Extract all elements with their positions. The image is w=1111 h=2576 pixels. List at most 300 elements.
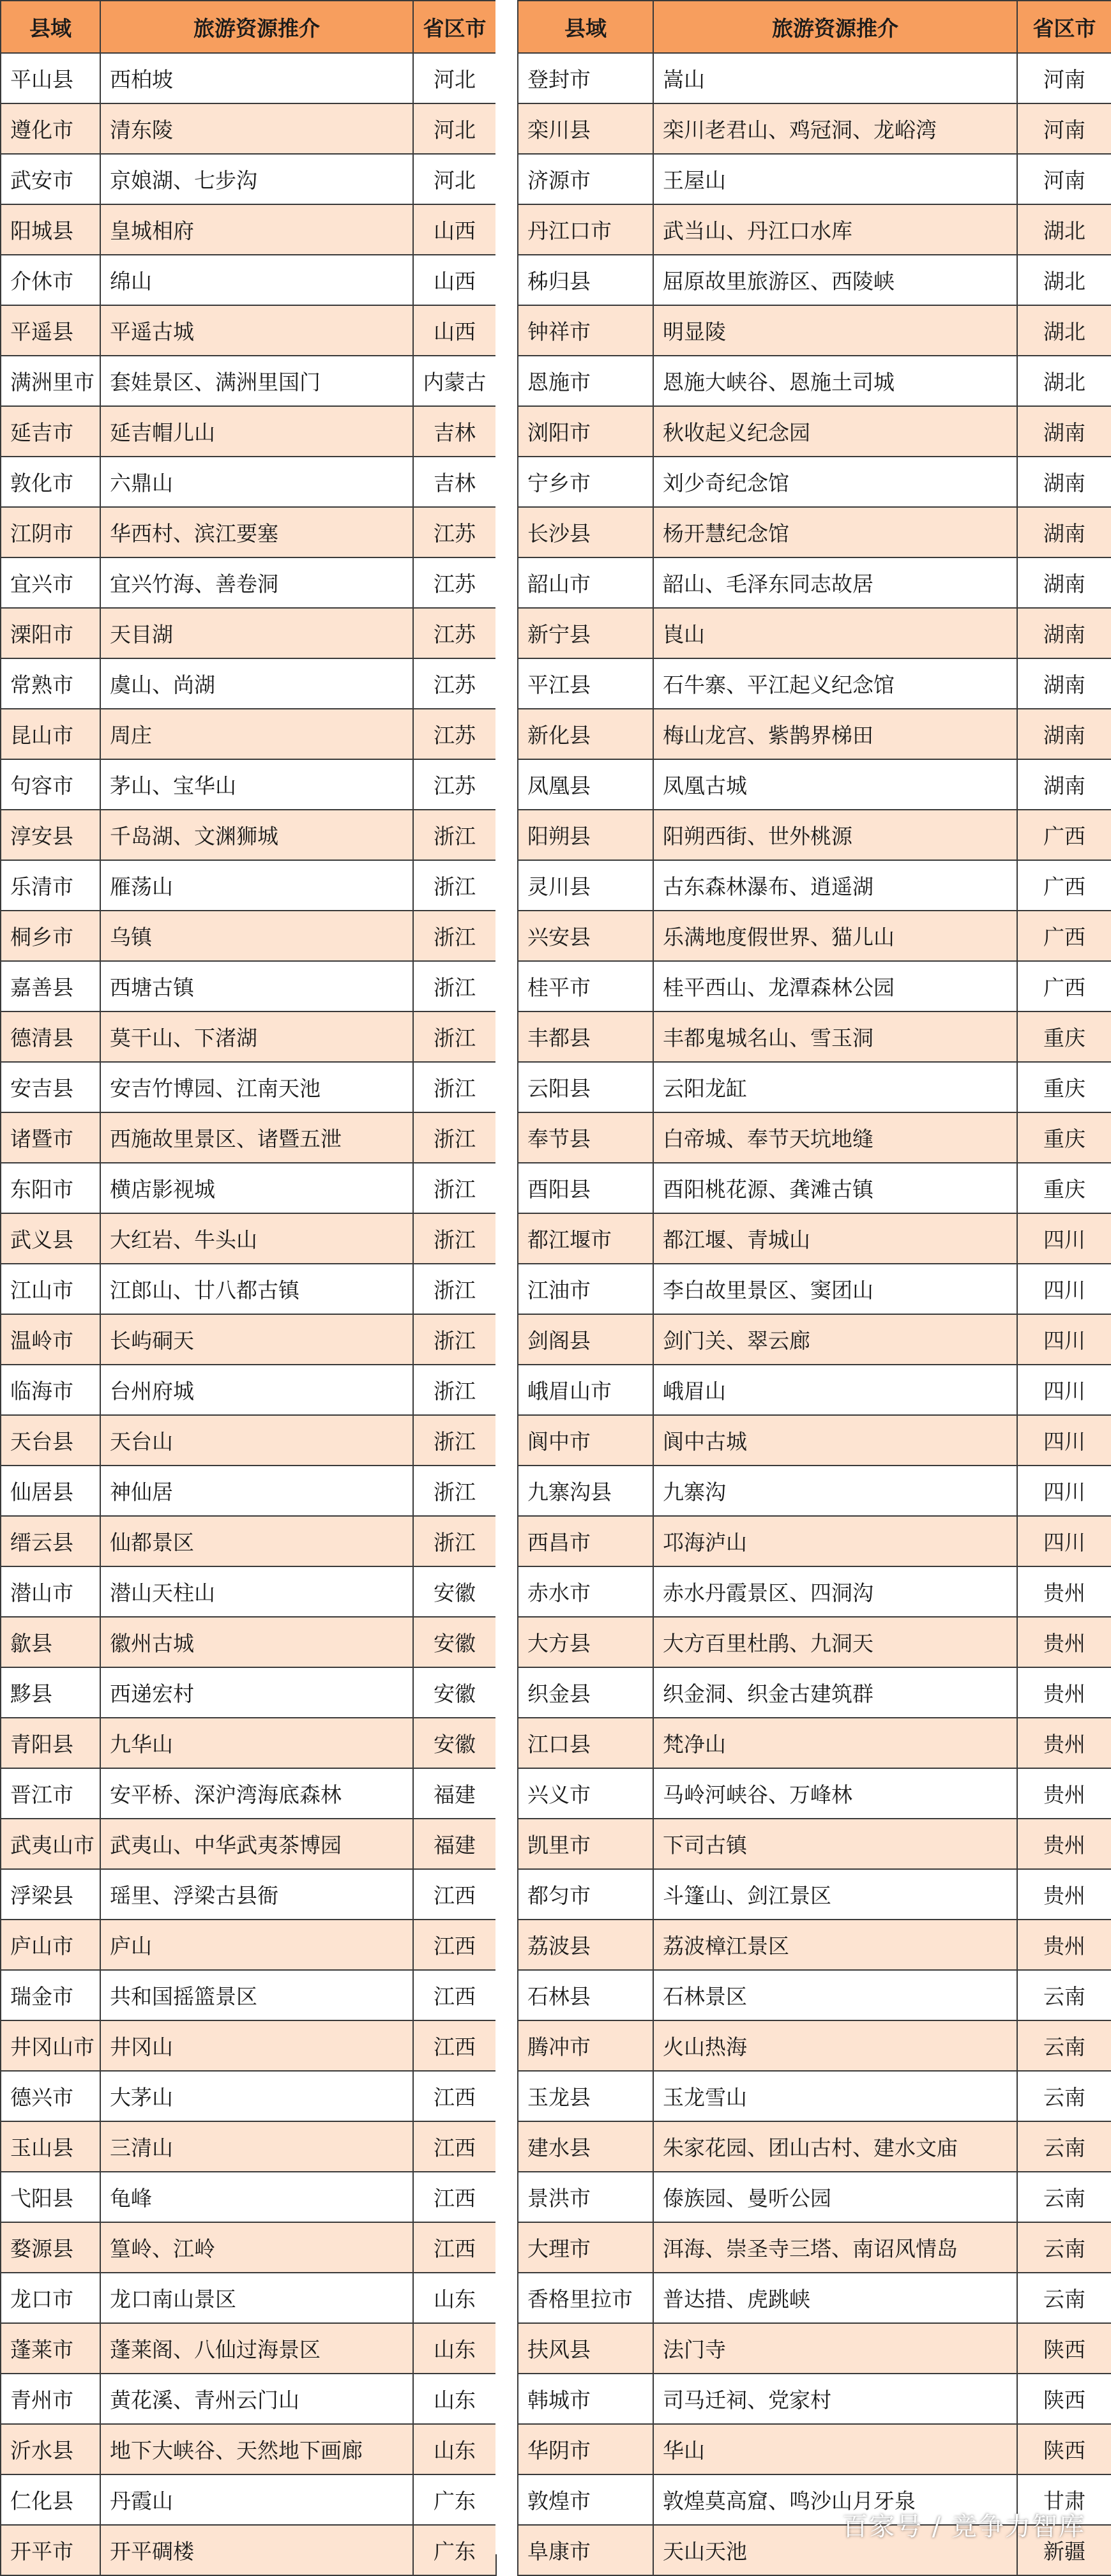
county-cell: 剑阁县 <box>518 1314 653 1365</box>
attractions-cell: 石林景区 <box>653 1970 1017 2020</box>
province-cell: 吉林 <box>413 406 496 457</box>
county-cell: 登封市 <box>518 53 653 103</box>
attractions-cell: 剑门关、翠云廊 <box>653 1314 1017 1365</box>
table-row <box>1 1869 496 1920</box>
province-cell: 江西 <box>413 2172 496 2222</box>
attractions-cell: 横店影视城 <box>100 1163 413 1213</box>
table-row <box>1 2172 496 2222</box>
attractions-cell: 李白故里景区、窦团山 <box>653 1264 1017 1314</box>
province-cell: 湖北 <box>1017 204 1111 255</box>
attractions-cell: 西施故里景区、诸暨五泄 <box>100 1112 413 1163</box>
table-row <box>518 154 1111 204</box>
province-cell: 湖南 <box>1017 658 1111 709</box>
county-header: 县域 <box>1 1 100 53</box>
province-cell: 贵州 <box>1017 1869 1111 1920</box>
table-row <box>518 2374 1111 2424</box>
county-cell: 井冈山市 <box>1 2020 100 2071</box>
attractions-cell: 京娘湖、七步沟 <box>100 154 413 204</box>
county-cell: 昆山市 <box>1 709 100 759</box>
attractions-cell: 桂平西山、龙潭森林公园 <box>653 961 1017 1011</box>
county-cell: 宁乡市 <box>518 457 653 507</box>
county-cell: 敦煌市 <box>518 2474 653 2525</box>
county-cell: 江山市 <box>1 1264 100 1314</box>
table-row <box>518 103 1111 154</box>
table-row <box>1 305 496 356</box>
table-row <box>1 1466 496 1516</box>
attractions-cell: 天目湖 <box>100 608 413 658</box>
table-row <box>1 1667 496 1718</box>
table-row <box>1 2474 496 2525</box>
county-cell: 临海市 <box>1 1365 100 1415</box>
table-row <box>1 2374 496 2424</box>
attractions-cell: 仙都景区 <box>100 1516 413 1566</box>
attractions-cell: 华西村、滨江要塞 <box>100 507 413 557</box>
county-cell: 东阳市 <box>1 1163 100 1213</box>
county-cell: 遵化市 <box>1 103 100 154</box>
county-cell: 九寨沟县 <box>518 1466 653 1516</box>
attractions-cell: 刘少奇纪念馆 <box>653 457 1017 507</box>
table-row <box>1 1516 496 1566</box>
province-cell: 江苏 <box>413 557 496 608</box>
province-cell: 山东 <box>413 2374 496 2424</box>
county-cell: 香格里拉市 <box>518 2273 653 2323</box>
province-cell: 贵州 <box>1017 1768 1111 1819</box>
province-cell: 云南 <box>1017 2273 1111 2323</box>
table-row <box>518 658 1111 709</box>
county-cell: 德清县 <box>1 1011 100 1062</box>
table-row <box>518 709 1111 759</box>
table-row <box>518 1617 1111 1667</box>
attractions-cell: 朱家花园、团山古村、建水文庙 <box>653 2121 1017 2172</box>
table-row <box>518 1718 1111 1768</box>
province-cell: 湖南 <box>1017 507 1111 557</box>
province-cell: 江西 <box>413 1970 496 2020</box>
table-row <box>518 1869 1111 1920</box>
province-cell: 云南 <box>1017 2222 1111 2273</box>
county-cell: 溧阳市 <box>1 608 100 658</box>
table-row <box>1 457 496 507</box>
province-cell: 重庆 <box>1017 1163 1111 1213</box>
table-row <box>518 2121 1111 2172</box>
attractions-cell: 黄花溪、青州云门山 <box>100 2374 413 2424</box>
county-cell: 峨眉山市 <box>518 1365 653 1415</box>
table-row <box>518 961 1111 1011</box>
province-cell: 贵州 <box>1017 1819 1111 1869</box>
province-cell: 浙江 <box>413 1264 496 1314</box>
attractions-cell: 大茅山 <box>100 2071 413 2121</box>
table-row <box>1 2273 496 2323</box>
province-cell: 江西 <box>413 2020 496 2071</box>
attractions-cell: 九华山 <box>100 1718 413 1768</box>
county-cell: 歙县 <box>1 1617 100 1667</box>
attractions-cell: 古东森林瀑布、逍遥湖 <box>653 860 1017 911</box>
county-cell: 栾川县 <box>518 103 653 154</box>
county-cell: 武义县 <box>1 1213 100 1264</box>
table-row <box>518 1112 1111 1163</box>
attractions-cell: 台州府城 <box>100 1365 413 1415</box>
attractions-cell: 韶山、毛泽东同志故居 <box>653 557 1017 608</box>
province-cell: 广西 <box>1017 961 1111 1011</box>
province-cell: 浙江 <box>413 911 496 961</box>
county-cell: 阆中市 <box>518 1415 653 1466</box>
right-table-header <box>518 1 1111 53</box>
attractions-cell: 长屿硐天 <box>100 1314 413 1365</box>
county-cell: 大方县 <box>518 1617 653 1667</box>
attractions-cell: 虞山、尚湖 <box>100 658 413 709</box>
table-row <box>518 1163 1111 1213</box>
attractions-cell: 宜兴竹海、善卷洞 <box>100 557 413 608</box>
attractions-cell: 秋收起义纪念园 <box>653 406 1017 457</box>
province-cell: 四川 <box>1017 1314 1111 1365</box>
attractions-cell: 明显陵 <box>653 305 1017 356</box>
county-cell: 敦化市 <box>1 457 100 507</box>
province-cell: 浙江 <box>413 1163 496 1213</box>
table-row <box>518 1920 1111 1970</box>
county-cell: 都江堰市 <box>518 1213 653 1264</box>
attractions-cell: 神仙居 <box>100 1466 413 1516</box>
table-row <box>518 204 1111 255</box>
attractions-cell: 敦煌莫高窟、鸣沙山月牙泉 <box>653 2474 1017 2525</box>
attractions-cell: 栾川老君山、鸡冠洞、龙峪湾 <box>653 103 1017 154</box>
attractions-cell: 龙口南山景区 <box>100 2273 413 2323</box>
attractions-cell: 云阳龙缸 <box>653 1062 1017 1112</box>
attractions-cell: 丹霞山 <box>100 2474 413 2525</box>
attractions-cell: 瑶里、浮梁古县衙 <box>100 1869 413 1920</box>
attractions-cell: 篁岭、江岭 <box>100 2222 413 2273</box>
province-cell: 河北 <box>413 154 496 204</box>
county-cell: 新化县 <box>518 709 653 759</box>
province-cell: 浙江 <box>413 860 496 911</box>
county-cell: 韶山市 <box>518 557 653 608</box>
attractions-cell: 乐满地度假世界、猫儿山 <box>653 911 1017 961</box>
attractions-cell: 共和国摇篮景区 <box>100 1970 413 2020</box>
province-cell: 安徽 <box>413 1667 496 1718</box>
county-cell: 灵川县 <box>518 860 653 911</box>
attractions-cell: 荔波樟江景区 <box>653 1920 1017 1970</box>
county-cell: 新宁县 <box>518 608 653 658</box>
county-cell: 仁化县 <box>1 2474 100 2525</box>
province-cell: 新疆 <box>1017 2525 1111 2575</box>
province-cell: 重庆 <box>1017 1112 1111 1163</box>
table-row <box>1 406 496 457</box>
county-cell: 织金县 <box>518 1667 653 1718</box>
province-cell: 贵州 <box>1017 1718 1111 1768</box>
province-cell: 湖南 <box>1017 406 1111 457</box>
county-cell: 蓬莱市 <box>1 2323 100 2374</box>
table-row <box>518 1566 1111 1617</box>
table-row <box>1 1970 496 2020</box>
attractions-cell: 大红岩、牛头山 <box>100 1213 413 1264</box>
attractions-cell: 绵山 <box>100 255 413 305</box>
province-cell: 湖南 <box>1017 709 1111 759</box>
county-cell: 桐乡市 <box>1 911 100 961</box>
attractions-cell: 大方百里杜鹃、九洞天 <box>653 1617 1017 1667</box>
table-row <box>1 709 496 759</box>
county-cell: 奉节县 <box>518 1112 653 1163</box>
county-cell: 缙云县 <box>1 1516 100 1566</box>
attractions-cell: 丰都鬼城名山、雪玉洞 <box>653 1011 1017 1062</box>
county-cell: 凤凰县 <box>518 759 653 810</box>
county-cell: 秭归县 <box>518 255 653 305</box>
attractions-cell: 邛海泸山 <box>653 1516 1017 1566</box>
county-cell: 浮梁县 <box>1 1869 100 1920</box>
province-cell: 云南 <box>1017 2172 1111 2222</box>
county-cell: 大理市 <box>518 2222 653 2273</box>
county-cell: 酉阳县 <box>518 1163 653 1213</box>
province-cell: 浙江 <box>413 961 496 1011</box>
province-cell: 江苏 <box>413 658 496 709</box>
table-row <box>1 1415 496 1466</box>
table-row <box>518 1314 1111 1365</box>
county-cell: 腾冲市 <box>518 2020 653 2071</box>
attractions-cell: 雁荡山 <box>100 860 413 911</box>
column-gap <box>495 0 517 2554</box>
county-cell: 青阳县 <box>1 1718 100 1768</box>
attractions-cell: 阳朔西街、世外桃源 <box>653 810 1017 860</box>
table-row <box>1 2121 496 2172</box>
attractions-cell: 茅山、宝华山 <box>100 759 413 810</box>
table-row <box>518 2323 1111 2374</box>
table-row <box>1 961 496 1011</box>
table-row <box>518 2273 1111 2323</box>
table-row <box>518 860 1111 911</box>
attractions-header: 旅游资源推介 <box>653 1 1017 53</box>
county-cell: 玉山县 <box>1 2121 100 2172</box>
province-cell: 陕西 <box>1017 2424 1111 2474</box>
province-cell: 浙江 <box>413 1011 496 1062</box>
province-cell: 云南 <box>1017 2121 1111 2172</box>
province-cell: 浙江 <box>413 1415 496 1466</box>
table-row <box>518 1062 1111 1112</box>
table-row <box>518 1415 1111 1466</box>
attractions-cell: 江郎山、廿八都古镇 <box>100 1264 413 1314</box>
attractions-cell: 恩施大峡谷、恩施土司城 <box>653 356 1017 406</box>
table-row <box>518 2172 1111 2222</box>
table-row <box>1 1062 496 1112</box>
table-row <box>518 1768 1111 1819</box>
province-cell: 山东 <box>413 2424 496 2474</box>
table-row <box>518 305 1111 356</box>
table-row <box>1 911 496 961</box>
table-row <box>1 2071 496 2121</box>
table-row <box>518 911 1111 961</box>
county-cell: 济源市 <box>518 154 653 204</box>
attractions-cell: 潜山天柱山 <box>100 1566 413 1617</box>
table-row <box>1 810 496 860</box>
attractions-cell: 千岛湖、文渊狮城 <box>100 810 413 860</box>
county-cell: 天台县 <box>1 1415 100 1466</box>
left-table-body <box>1 53 496 2575</box>
attractions-cell: 洱海、崇圣寺三塔、南诏风情岛 <box>653 2222 1017 2273</box>
county-cell: 扶风县 <box>518 2323 653 2374</box>
table-row <box>518 557 1111 608</box>
province-cell: 浙江 <box>413 1314 496 1365</box>
province-cell: 浙江 <box>413 1112 496 1163</box>
county-cell: 延吉市 <box>1 406 100 457</box>
attractions-cell: 地下大峡谷、天然地下画廊 <box>100 2424 413 2474</box>
table-row <box>1 1768 496 1819</box>
county-cell: 钟祥市 <box>518 305 653 356</box>
province-cell: 安徽 <box>413 1566 496 1617</box>
table-row <box>518 1365 1111 1415</box>
attractions-cell: 杨开慧纪念馆 <box>653 507 1017 557</box>
county-cell: 桂平市 <box>518 961 653 1011</box>
attractions-cell: 玉龙雪山 <box>653 2071 1017 2121</box>
county-cell: 平山县 <box>1 53 100 103</box>
attractions-cell: 梵净山 <box>653 1718 1017 1768</box>
county-cell: 淳安县 <box>1 810 100 860</box>
province-cell: 湖北 <box>1017 255 1111 305</box>
province-cell: 四川 <box>1017 1264 1111 1314</box>
table-row <box>1 356 496 406</box>
attractions-cell: 崀山 <box>653 608 1017 658</box>
table-row <box>518 507 1111 557</box>
attractions-cell: 安平桥、深沪湾海底森林 <box>100 1768 413 1819</box>
county-cell: 景洪市 <box>518 2172 653 2222</box>
county-cell: 赤水市 <box>518 1566 653 1617</box>
table-row <box>1 1819 496 1869</box>
table-row <box>518 1213 1111 1264</box>
attractions-cell: 西柏坡 <box>100 53 413 103</box>
province-cell: 四川 <box>1017 1466 1111 1516</box>
table-row <box>518 356 1111 406</box>
table-row <box>1 860 496 911</box>
county-cell: 安吉县 <box>1 1062 100 1112</box>
county-cell: 武安市 <box>1 154 100 204</box>
attractions-cell: 都江堰、青城山 <box>653 1213 1017 1264</box>
table-row <box>518 1970 1111 2020</box>
county-cell: 晋江市 <box>1 1768 100 1819</box>
county-cell: 阜康市 <box>518 2525 653 2575</box>
attractions-cell: 司马迁祠、党家村 <box>653 2374 1017 2424</box>
attractions-cell: 赤水丹霞景区、四洞沟 <box>653 1566 1017 1617</box>
county-cell: 龙口市 <box>1 2273 100 2323</box>
attractions-cell: 安吉竹博园、江南天池 <box>100 1062 413 1112</box>
province-cell: 湖北 <box>1017 356 1111 406</box>
province-cell: 广西 <box>1017 911 1111 961</box>
table-row <box>518 1011 1111 1062</box>
attractions-cell: 周庄 <box>100 709 413 759</box>
attractions-cell: 莫干山、下渚湖 <box>100 1011 413 1062</box>
attractions-cell: 蓬莱阁、八仙过海景区 <box>100 2323 413 2374</box>
province-cell: 重庆 <box>1017 1011 1111 1062</box>
attractions-cell: 阆中古城 <box>653 1415 1017 1466</box>
province-cell: 广东 <box>413 2525 496 2575</box>
county-cell: 恩施市 <box>518 356 653 406</box>
province-cell: 江西 <box>413 1920 496 1970</box>
province-cell: 湖南 <box>1017 557 1111 608</box>
province-cell: 安徽 <box>413 1617 496 1667</box>
province-cell: 山东 <box>413 2273 496 2323</box>
province-cell: 江苏 <box>413 709 496 759</box>
attractions-cell: 酉阳桃花源、龚滩古镇 <box>653 1163 1017 1213</box>
province-cell: 福建 <box>413 1768 496 1819</box>
province-cell: 江西 <box>413 2121 496 2172</box>
table-row <box>1 1718 496 1768</box>
province-cell: 陕西 <box>1017 2374 1111 2424</box>
attractions-cell: 法门寺 <box>653 2323 1017 2374</box>
province-cell: 湖北 <box>1017 305 1111 356</box>
county-cell: 庐山市 <box>1 1920 100 1970</box>
table-row <box>1 507 496 557</box>
attractions-cell: 嵩山 <box>653 53 1017 103</box>
province-cell: 四川 <box>1017 1365 1111 1415</box>
left-table-header <box>1 1 496 53</box>
county-cell: 满洲里市 <box>1 356 100 406</box>
attractions-cell: 六鼎山 <box>100 457 413 507</box>
table-row <box>1 255 496 305</box>
province-cell: 湖南 <box>1017 759 1111 810</box>
county-cell: 诸暨市 <box>1 1112 100 1163</box>
province-cell: 江西 <box>413 2222 496 2273</box>
county-cell: 弋阳县 <box>1 2172 100 2222</box>
province-cell: 云南 <box>1017 2071 1111 2121</box>
table-row <box>518 1516 1111 1566</box>
attractions-cell: 皇城相府 <box>100 204 413 255</box>
county-cell: 凯里市 <box>518 1819 653 1869</box>
table-row <box>1 2424 496 2474</box>
county-cell: 韩城市 <box>518 2374 653 2424</box>
attractions-cell: 峨眉山 <box>653 1365 1017 1415</box>
attractions-cell: 套娃景区、满洲里国门 <box>100 356 413 406</box>
attractions-cell: 西塘古镇 <box>100 961 413 1011</box>
county-cell: 乐清市 <box>1 860 100 911</box>
province-cell: 四川 <box>1017 1415 1111 1466</box>
table-row <box>1 1163 496 1213</box>
attractions-cell: 普达措、虎跳峡 <box>653 2273 1017 2323</box>
table-row <box>518 2071 1111 2121</box>
attractions-cell: 庐山 <box>100 1920 413 1970</box>
table-row <box>518 1466 1111 1516</box>
table-row <box>1 1365 496 1415</box>
county-cell: 宜兴市 <box>1 557 100 608</box>
table-row <box>518 406 1111 457</box>
province-cell: 安徽 <box>413 1718 496 1768</box>
attractions-cell: 徽州古城 <box>100 1617 413 1667</box>
attractions-cell: 织金洞、织金古建筑群 <box>653 1667 1017 1718</box>
attractions-cell: 三清山 <box>100 2121 413 2172</box>
attractions-cell: 石牛寨、平江起义纪念馆 <box>653 658 1017 709</box>
province-cell: 陕西 <box>1017 2323 1111 2374</box>
attractions-cell: 凤凰古城 <box>653 759 1017 810</box>
province-cell: 江西 <box>413 1869 496 1920</box>
county-cell: 德兴市 <box>1 2071 100 2121</box>
county-cell: 江口县 <box>518 1718 653 1768</box>
watermark: 百家号 / 竞争力智库 <box>842 2512 1085 2542</box>
attractions-cell: 天山天池 <box>653 2525 1017 2575</box>
province-cell: 江苏 <box>413 507 496 557</box>
attractions-cell: 傣族园、曼听公园 <box>653 2172 1017 2222</box>
province-cell: 浙江 <box>413 1365 496 1415</box>
county-cell: 丰都县 <box>518 1011 653 1062</box>
county-cell: 西昌市 <box>518 1516 653 1566</box>
table-row <box>518 255 1111 305</box>
province-cell: 江苏 <box>413 759 496 810</box>
table-row <box>1 154 496 204</box>
table-row <box>1 2222 496 2273</box>
county-cell: 丹江口市 <box>518 204 653 255</box>
attractions-header: 旅游资源推介 <box>100 1 413 53</box>
county-cell: 婺源县 <box>1 2222 100 2273</box>
province-cell: 江苏 <box>413 608 496 658</box>
attractions-cell: 平遥古城 <box>100 305 413 356</box>
county-cell: 句容市 <box>1 759 100 810</box>
table-row <box>518 1264 1111 1314</box>
county-cell: 潜山市 <box>1 1566 100 1617</box>
county-cell: 都匀市 <box>518 1869 653 1920</box>
province-cell: 广东 <box>413 2474 496 2525</box>
county-cell: 平江县 <box>518 658 653 709</box>
